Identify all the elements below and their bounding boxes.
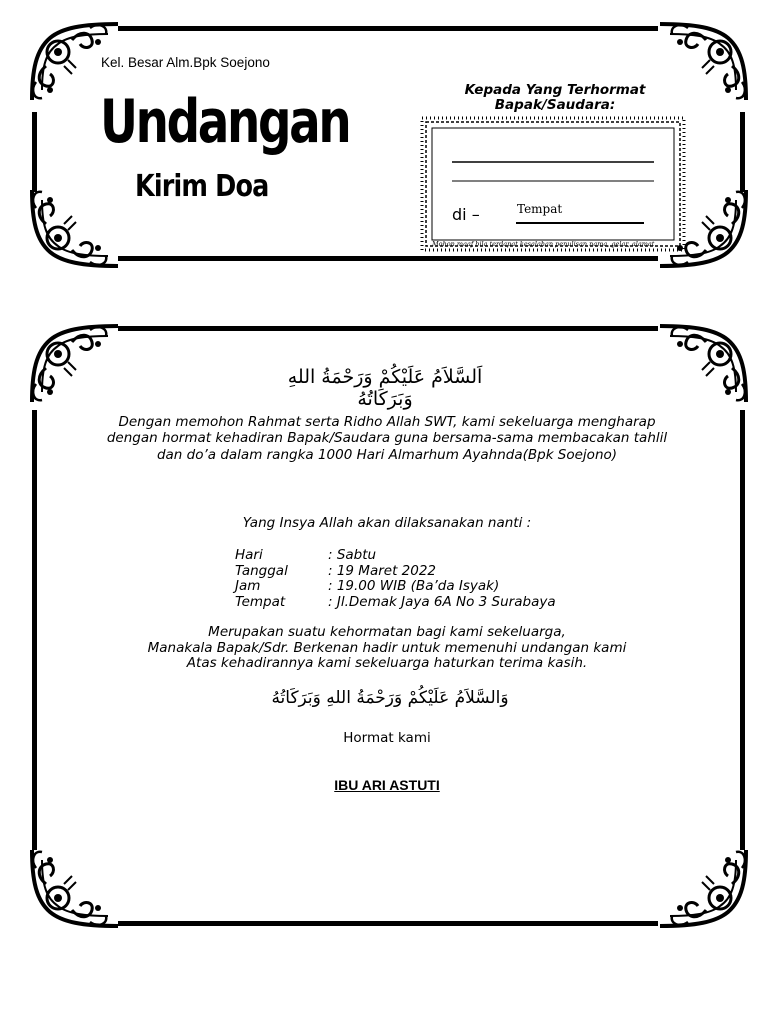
addressee-subheading: Bapak/Saudara: (494, 97, 616, 113)
floral-corner-icon (28, 846, 124, 930)
detail-label: Hari (235, 547, 263, 563)
intro-line: dengan hormat kehadiran Bapak/Saudara guna bersama-sama membacakan tahlil (106, 430, 668, 446)
invitation-title: Undangan (100, 87, 350, 157)
floral-corner-icon (654, 322, 750, 406)
schedule-intro: Yang Insya Allah akan dilaksanakan nanti : (242, 515, 532, 531)
detail-value: : 19.00 WIB (Ba’da Isyak) (328, 578, 500, 594)
addressee-heading: Kepada Yang Terhormat (464, 82, 646, 98)
floral-corner-icon (654, 846, 750, 930)
detail-value: : Sabtu (328, 547, 377, 563)
envelope-border-top (118, 26, 658, 31)
envelope-border-left (32, 112, 37, 192)
closing-line: Manakala Bapak/Sdr. Berkenan hadir untuk memenuhi undangan kami (147, 640, 627, 656)
closing-line: Atas kehadirannya kami sekeluarga haturkan terima kasih. (186, 655, 588, 671)
letter-border-bottom (118, 921, 658, 926)
letter-border-top (118, 326, 658, 331)
address-box (420, 116, 686, 252)
detail-label: Jam (235, 578, 261, 594)
invitation-subtitle: Kirim Doa (135, 169, 269, 204)
regards-text: Hormat kami (343, 730, 431, 746)
signer-name: IBU ARI ASTUTI (334, 777, 440, 793)
apology-note: Mohon maaf bila terdapat kesalahan penulisan nama, gelar, alamat (432, 240, 655, 248)
salam-closing-calligraphy: وَالسَّلاَمُ عَلَيْكُمْ وَرَحْمَةُ اللهِ وَبَرَكَاتُهُ (271, 688, 509, 708)
detail-label: Tanggal (235, 563, 288, 579)
detail-value: : Jl.Demak Jaya 6A No 3 Surabaya (328, 594, 556, 610)
location-label: Tempat (517, 202, 563, 216)
closing-line: Merupakan suatu kehormatan bagi kami sekeluarga, (208, 624, 566, 640)
envelope-border-right (740, 112, 745, 192)
intro-line: dan do’a dalam rangka 1000 Hari Almarhum Ayahnda(Bpk Soejono) (156, 447, 618, 463)
detail-label: Tempat (235, 594, 286, 610)
intro-line: Dengan memohon Rahmat serta Ridho Allah SWT, kami sekeluarga mengharap (118, 414, 656, 430)
envelope-border-bottom (118, 256, 658, 261)
floral-corner-icon (28, 186, 124, 270)
floral-corner-icon (28, 322, 124, 406)
sender-name: Kel. Besar Alm.Bpk Soejono (101, 55, 270, 70)
detail-value: : 19 Maret 2022 (328, 563, 437, 579)
salam-opening-calligraphy: اَلسَّلاَمُ عَلَيْكُمْ وَرَحْمَةُ اللهِ وَبَرَكَاتُهُ (287, 366, 483, 410)
location-prefix: di – (452, 205, 480, 224)
